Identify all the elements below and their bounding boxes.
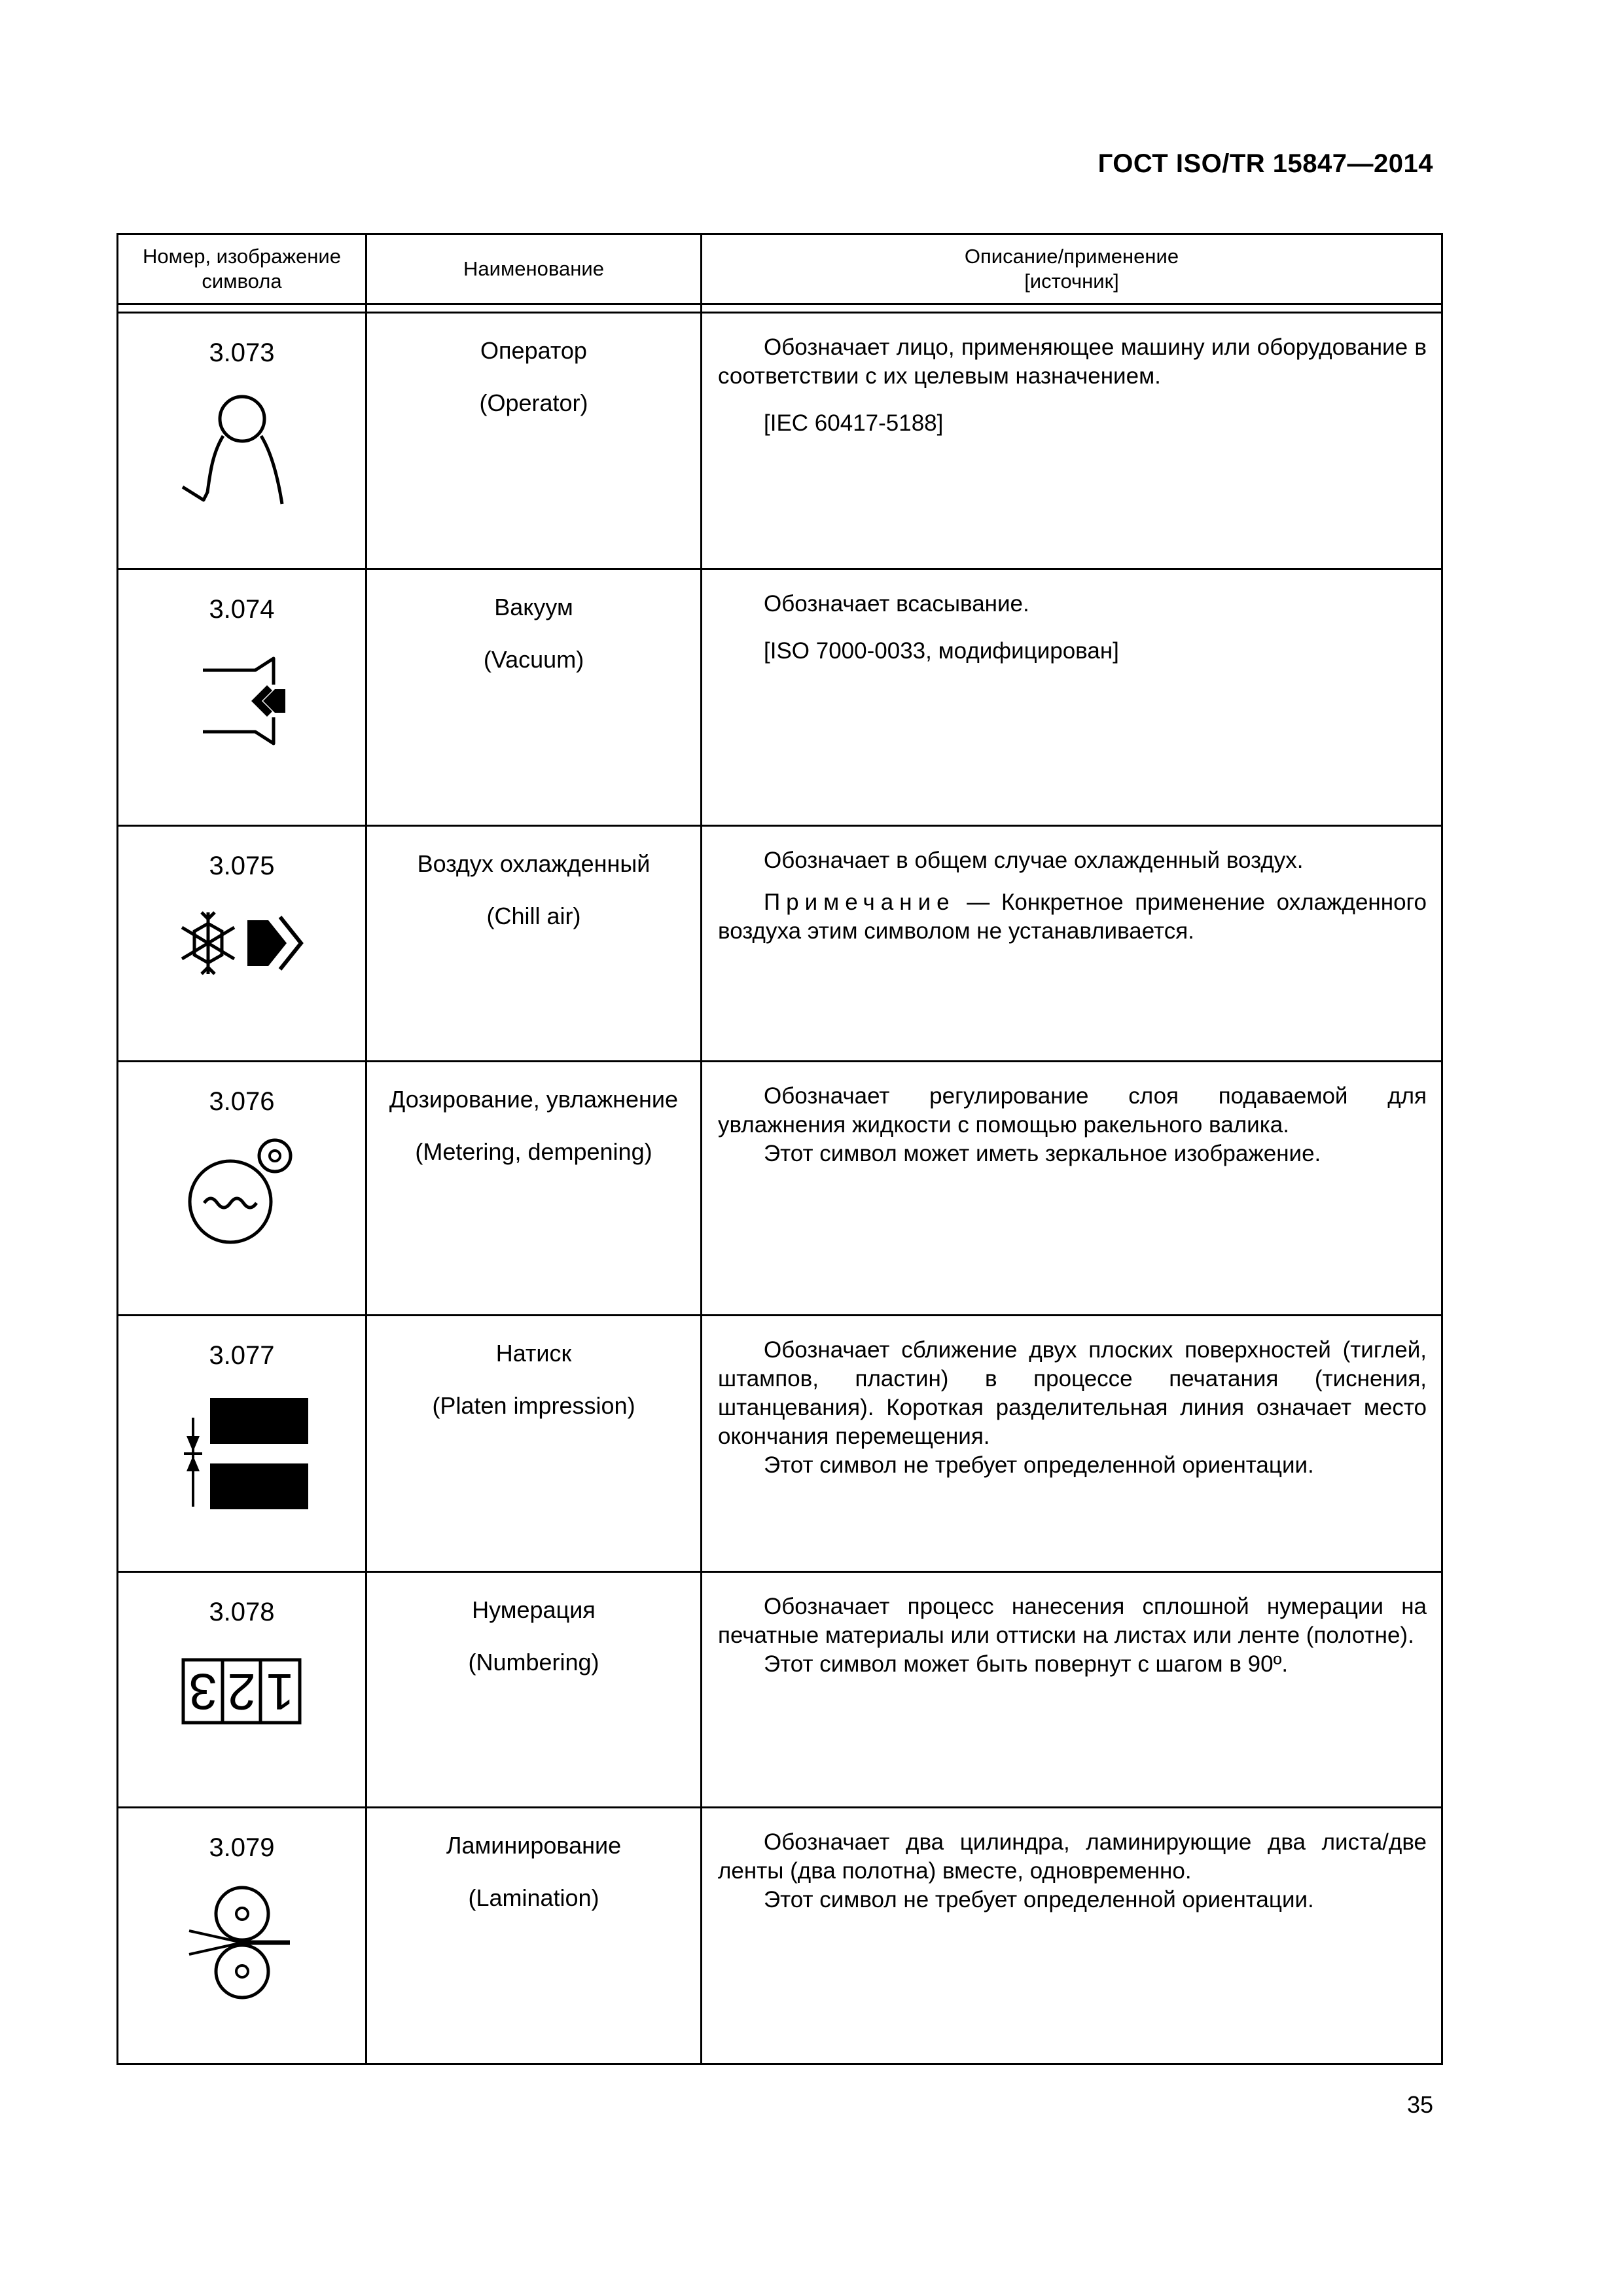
column-header-name-line1: Наименование	[463, 257, 604, 280]
symbol-description	[702, 1573, 1441, 1679]
column-header-description-line2: [источник]	[1024, 270, 1119, 293]
symbol-name-english: (Platen impression)	[432, 1392, 635, 1419]
numbering-digit-1: 1	[265, 1663, 294, 1721]
column-header-description	[702, 234, 1442, 304]
symbol-description	[702, 1316, 1441, 1480]
symbol-number: 3.074	[209, 595, 275, 624]
symbol-number: 3.075	[209, 852, 275, 880]
symbol-number: 3.076	[209, 1087, 275, 1116]
description-text: Обозначает сближение двух плоских поверхностей (тиглей, штампов, пластин) в процессе печатания (тиснения, штанцевания). Короткая разделительная линия означает место окончания перемещения.	[718, 1337, 1427, 1449]
numbering-digit-2: 2	[226, 1663, 256, 1721]
symbol-name: Ламинирование	[446, 1832, 622, 1859]
description-text: Обозначает в общем случае охлажденный воздух.	[764, 848, 1304, 873]
platen-impression-icon	[173, 1390, 311, 1515]
vacuum-icon	[190, 644, 294, 762]
symbol-name-english: (Chill air)	[486, 903, 581, 929]
table-row	[118, 1062, 1442, 1316]
symbol-description	[702, 314, 1441, 438]
metering-dampening-icon	[177, 1136, 308, 1254]
column-header-number	[118, 234, 366, 304]
page-number: 35	[1406, 2091, 1433, 2118]
column-header-name	[366, 234, 702, 304]
symbol-name-english: (Vacuum)	[483, 646, 584, 673]
description-source: [ISO 7000-0033, модифицирован]	[764, 638, 1119, 664]
description-text-2: Этот символ не требует определенной ориентации.	[764, 1887, 1314, 1912]
description-text: Обозначает два цилиндра, ламинирующие два листа/две ленты (два полотна) вместе, одновременно.	[718, 1829, 1427, 1884]
description-text-2: Этот символ может быть повернут с шагом в 90º.	[764, 1651, 1289, 1677]
note-text: — Конкретное применение охлажденного воздуха этим символом не устанавливается.	[718, 889, 1427, 944]
table-row	[118, 1316, 1442, 1572]
symbol-description	[702, 1808, 1441, 1914]
description-text: Обозначает всасывание.	[764, 591, 1029, 617]
symbol-number: 3.079	[209, 1833, 275, 1862]
table-row	[118, 826, 1442, 1062]
numbering-icon	[177, 1647, 308, 1732]
header-separator	[118, 304, 1442, 313]
chill-air-icon	[170, 901, 314, 986]
table-row	[118, 313, 1442, 569]
symbol-number: 3.078	[209, 1598, 275, 1626]
column-header-description-line1: Описание/применение	[964, 245, 1179, 268]
column-header-number-line1: Номер, изображение	[143, 245, 341, 268]
column-header-number-line2: символа	[202, 270, 282, 293]
symbols-table	[116, 233, 1443, 2065]
symbol-number: 3.073	[209, 338, 275, 367]
symbol-number: 3.077	[209, 1341, 275, 1370]
symbol-name: Вакуум	[494, 594, 573, 620]
table-row	[118, 1572, 1442, 1808]
symbol-name: Натиск	[495, 1340, 572, 1367]
description-text: Обозначает регулирование слоя подаваемой для увлажнения жидкости с помощью ракельного валика.	[718, 1083, 1427, 1138]
document-code: ГОСТ ISO/TR 15847—2014	[1097, 149, 1433, 178]
operator-icon	[180, 387, 304, 518]
table-header-row	[118, 234, 1442, 304]
symbol-name-english: (Numbering)	[468, 1649, 599, 1676]
description-text-2: Этот символ не требует определенной ориентации.	[764, 1452, 1314, 1478]
table-row	[118, 1808, 1442, 2064]
symbol-name-english: (Metering, dempening)	[415, 1138, 652, 1165]
symbol-description	[702, 1062, 1441, 1168]
symbol-name: Воздух охлажденный	[417, 850, 651, 877]
symbol-description	[702, 827, 1441, 946]
description-note	[718, 888, 1427, 946]
note-label: Примечание	[764, 889, 955, 915]
symbol-name: Нумерация	[472, 1596, 596, 1623]
description-source: [IEC 60417-5188]	[764, 410, 944, 436]
symbol-name: Дозирование, увлажнение	[389, 1086, 679, 1113]
description-text: Обозначает процесс нанесения сплошной нумерации на печатные материалы или оттиски на листах или ленте (полотне).	[718, 1594, 1427, 1648]
symbol-name-english: (Lamination)	[468, 1884, 599, 1911]
description-text-2: Этот символ может иметь зеркальное изображение.	[764, 1141, 1321, 1166]
lamination-icon	[180, 1882, 304, 2007]
symbol-description	[702, 570, 1441, 666]
symbol-name-english: (Operator)	[479, 389, 588, 416]
numbering-digit-3: 3	[188, 1663, 217, 1721]
table-row	[118, 569, 1442, 826]
symbol-name: Оператор	[480, 337, 587, 364]
description-text: Обозначает лицо, применяющее машину или оборудование в соответствии с их целевым назначением.	[718, 334, 1427, 389]
